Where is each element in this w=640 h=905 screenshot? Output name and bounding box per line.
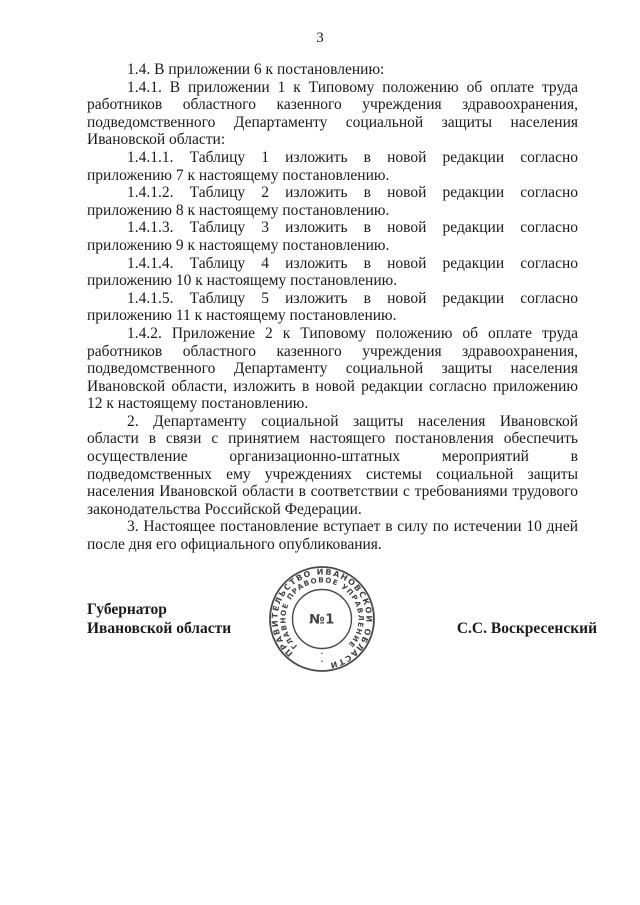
signer-title <box>87 600 231 638</box>
svg-text:ГЛАВНОЕ ПРАВОВОЕ УПРАВЛЕНИЕ: ГЛАВНОЕ ПРАВОВОЕ УПРАВЛЕНИЕ <box>278 575 366 652</box>
document-body <box>87 61 578 554</box>
paragraph-1-4-1: 1.4.1. В приложении 1 к Типовому положению об оплате труда работников областного казенного учреждения здравоохранения, подведомственного Департаменту социальной защиты населения Ивановской области: <box>87 78 578 149</box>
signer-title-line1: Губернатор <box>87 600 167 618</box>
paragraph-1-4-1-3: 1.4.1.3. Таблицу 3 изложить в новой редакции согласно приложению 9 к настоящему постановлению. <box>87 219 578 254</box>
seal-bottom-mark-outer: · <box>320 658 324 666</box>
paragraph-1-4-2: 1.4.2. Приложение 2 к Типовому положению об оплате труда работников областного казенного учреждения здравоохранения, подведомственного Департаменту социальной защиты населения Ивановской области, изложить в новой редакции согласно приложению 12 к настоящему постановлению. <box>87 324 578 413</box>
paragraph-1-4: 1.4. В приложении 6 к постановлению: <box>127 61 385 78</box>
signer-name: С.С. Воскресенский <box>456 619 597 637</box>
svg-text:ПРАВИТЕЛЬСТВО ИВАНОВСКОЙ ОБЛАС: ПРАВИТЕЛЬСТВО ИВАНОВСКОЙ ОБЛАСТИ <box>270 567 374 670</box>
official-seal-stamp <box>266 563 378 675</box>
paragraph-1-4-1-1: 1.4.1.1. Таблицу 1 изложить в новой редакции согласно приложению 7 к настоящему постановлению. <box>87 148 578 184</box>
paragraph-1-4-1-4: 1.4.1.4. Таблицу 4 изложить в новой редакции согласно приложению 10 к настоящему постановлению. <box>87 254 578 290</box>
paragraph-3: 3. Настоящее постановление вступает в силу по истечении 10 дней после дня его официального опубликования. <box>87 518 578 554</box>
paragraph-2: 2. Департаменту социальной защиты населения Ивановской области в связи с принятием настоящего постановления обеспечить осуществление организационно-штатных мероприятий в подведомственных ему учреждениях системы социальной защиты населения Ивановской области в соответствии с требованиями трудового законодательства Российской Федерации. <box>87 412 578 518</box>
seal-bottom-mark-inner: · <box>320 650 324 658</box>
paragraph-1-4-1-2: 1.4.1.2. Таблицу 2 изложить в новой редакции согласно приложению 8 к настоящему постановлению. <box>87 184 578 219</box>
signer-title-line2: Ивановской области <box>87 619 232 637</box>
page-number: 3 <box>316 30 324 46</box>
seal-center-number: №1 <box>309 612 335 628</box>
paragraph-1-4-1-5: 1.4.1.5. Таблицу 5 изложить в новой редакции согласно приложению 11 к настоящему постановлению. <box>87 289 578 325</box>
